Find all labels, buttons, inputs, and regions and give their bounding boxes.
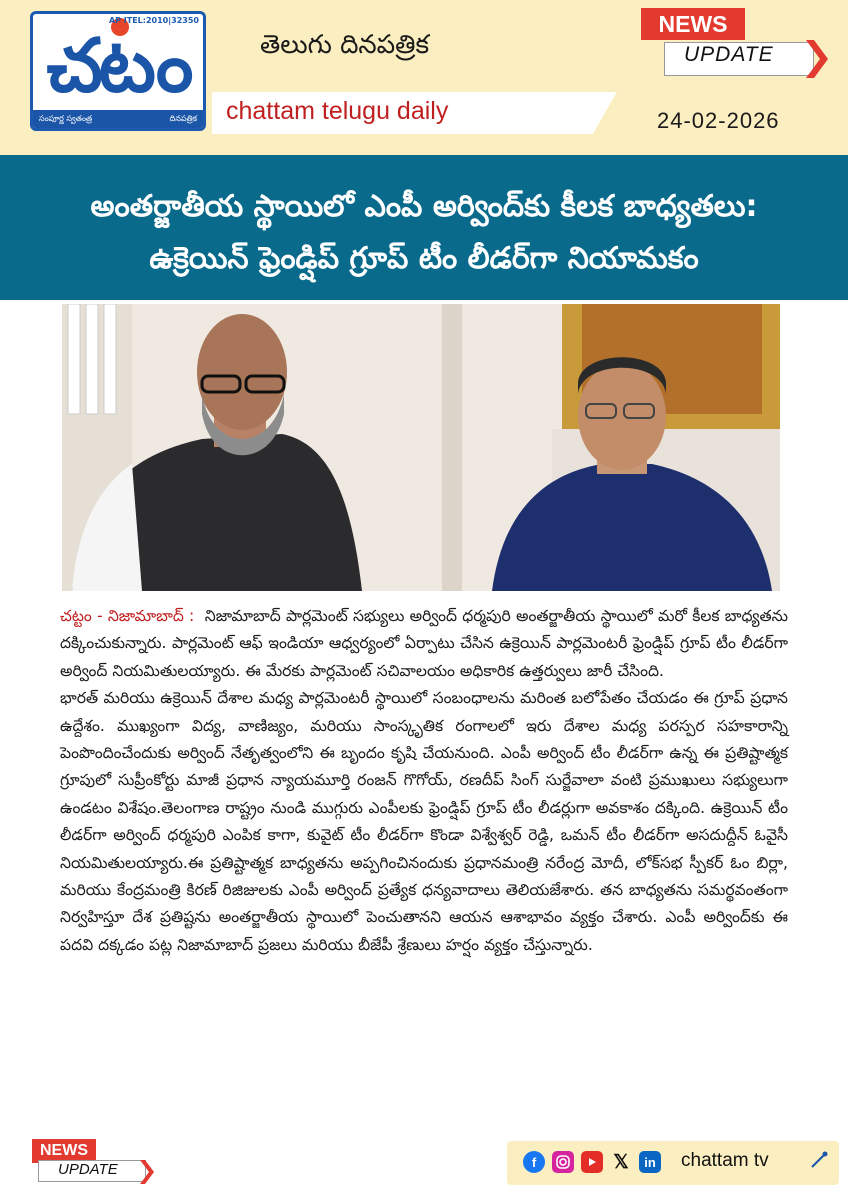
publication-date: 24-02-2026: [657, 108, 780, 133]
article-photo: [62, 304, 780, 591]
logo-wordmark: చటం: [46, 23, 190, 109]
english-title: chattam telugu daily: [226, 97, 449, 125]
article-paragraph-1-text: నిజామాబాద్ పార్లమెంట్ సభ్యులు అర్వింద్ ధర్మపురి అంతర్జాతీయ స్థాయిలో మరో కీలక బాధ్యతను దక్కించుకున్నారు. పార్లమెంట్ ఆఫ్ ఇండియా ఆధ్వర్యంలో ఏర్పాటు చేసిన ఉక్రెయిన్ పార్లమెంటరీ ఫ్రెండ్షిప్ గ్రూప్ టీం లీడర్‌గా అర్వింద్ నియమితులయ్యారు. ఈ మేరకు పార్లమెంట్ సచివాలయం అధికారిక ఉత్తర్వులు జారీ చేసింది.: [60, 607, 788, 680]
logo-registration: AP ITEL:2010|32350: [108, 16, 199, 25]
linkedin-icon[interactable]: in: [639, 1151, 661, 1173]
youtube-icon[interactable]: [581, 1151, 603, 1173]
headline-banner: [0, 155, 848, 300]
update-badge-label: UPDATE: [684, 43, 774, 66]
article-paragraph-1: [60, 603, 788, 685]
pen-icon: [808, 1149, 830, 1171]
x-icon[interactable]: 𝕏: [613, 1151, 629, 1173]
article-byline: చట్టం - నిజామాబాద్ :: [60, 607, 195, 625]
logo-tagline-right: దినపత్రిక: [169, 113, 197, 123]
newspaper-logo: [30, 11, 206, 131]
masthead: [0, 0, 848, 155]
social-handle[interactable]: chattam tv: [681, 1150, 769, 1171]
logo-tagline-left: సంపూర్ణ స్వతంత్ర: [39, 113, 93, 123]
footer-update-label: UPDATE: [58, 1161, 118, 1178]
footer-chevron-right-icon: [140, 1160, 154, 1184]
chevron-right-icon: [806, 40, 828, 78]
footer-news-badge: NEWS: [32, 1139, 96, 1163]
instagram-icon[interactable]: [552, 1151, 574, 1173]
article-body: [60, 603, 788, 959]
telugu-title: తెలుగు దినపత్రిక: [260, 30, 430, 60]
article-paragraph-2: భారత్ మరియు ఉక్రెయిన్ దేశాల మధ్య పార్లమెంటరీ స్థాయిలో సంబంధాలను మరింత బలోపేతం చేయడం ఈ గ్రూప్ ప్రధాన ఉద్దేశం. ముఖ్యంగా విద్య, వాణిజ్యం, మరియు సాంస్కృతిక రంగాలలో ఇరు దేశాల మధ్య పరస్పర సహకారాన్ని పెంపొందించేందుకు అర్వింద్ నేతృత్వంలోని ఈ బృందం కృషి చేయనుంది. ఎంపీ అర్వింద్ టీం లీడర్‌గా ఉన్న ఈ ప్రతిష్టాత్మక గ్రూపులో సుప్రీంకోర్టు మాజీ ప్రధాన న్యాయమూర్తి రంజన్ గొగోయ్, రణదీప్ సింగ్ సుర్జేవాలా వంటి ప్రముఖులు సభ్యులుగా ఉండటం విశేషం.తెలంగాణ రాష్ట్రం నుండి ముగ్గురు ఎంపీలకు ఫ్రెండ్షిప్ గ్రూప్ టీం లీడర్లుగా అవకాశం దక్కింది. ఉక్రెయిన్ టీం లీడర్‌గా అర్వింద్ ధర్మపురి ఎంపిక కాగా, కువైట్ టీం లీడర్‌గా కొండా విశ్వేశ్వర్ రెడ్డి, ఒమన్ టీం లీడర్‌గా అసదుద్దీన్ ఓవైసీ నియమితులయ్యారు.ఈ ప్రతిష్టాత్మక బాధ్యతను అప్పగించినందుకు ప్రధానమంత్రి నరేంద్ర మోదీ, లోక్‌సభ స్పీకర్ ఓం బిర్లా, మరియు కేంద్రమంత్రి కిరణ్ రిజిజులకు ఎంపీ అర్వింద్ ప్రత్యేక ధన్యవాదాలు తెలియజేశారు. తన బాధ్యతను సమర్థవంతంగా నిర్వహిస్తూ దేశ ప్రతిష్టను అంతర్జాతీయ స్థాయిలో పెంచుతానని ఆయన ఆశాభావం వ్యక్తం చేశారు. ఎంపీ అర్వింద్‌కు ఈ పదవి దక్కడం పట్ల నిజామాబాద్ ప్రజలు మరియు బీజేపీ శ్రేణులు హర్షం వ్యక్తం చేస్తున్నారు.: [60, 689, 788, 954]
logo-tagline-strip: [33, 110, 203, 128]
photo-illustration: [62, 304, 780, 591]
facebook-icon[interactable]: f: [523, 1151, 545, 1173]
headline-line-1: అంతర్జాతీయ స్థాయిలో ఎంపీ అర్వింద్‌కు కీలక బాధ్యతలు:: [90, 189, 758, 224]
news-badge: NEWS: [641, 8, 745, 40]
social-icons: [523, 1151, 661, 1173]
headline-line-2: ఉక్రెయిన్ ఫ్రెండ్షిప్ గ్రూప్ టీం లీడర్‌గా నియామకం: [149, 241, 699, 276]
